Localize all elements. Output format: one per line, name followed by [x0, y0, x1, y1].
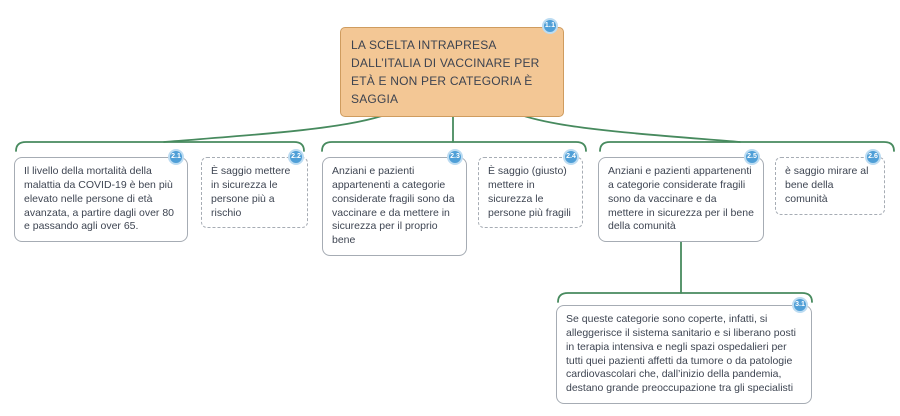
warrant-node-2-4[interactable] — [478, 153, 583, 228]
support-node-3-1-text: Se queste categorie sono coperte, infatti, si alleggerisce il sistema sanitario e si liberano posti in terapia intensiva e negli spazi ospedalieri per tutti quei pazienti affetti da tumore o da patologie cardiovascolari che, dall’inizio della pandemia, destano grande preoccupazione tra gli specialisti — [566, 313, 796, 395]
claim-node-1-1-text: LA SCELTA INTRAPRESA DALL’ITALIA DI VACCINARE PER ETÀ E NON PER CATEGORIA È SAGGIA — [351, 38, 540, 106]
premise-node-2-5-text: Anziani e pazienti appartenenti a categorie considerate fragili sono da vaccinare e da mettere in sicurezza per il bene della comunità — [608, 165, 754, 233]
claim-node-1-1[interactable] — [340, 21, 564, 117]
premise-node-2-1-text: Il livello della mortalità della malattia da COVID-19 è ben più elevato nelle persone di età avanzata, a partire dagli over 80 e passando agli over 65. — [24, 165, 175, 233]
support-node-3-1[interactable] — [556, 301, 812, 404]
premise-node-2-3[interactable] — [322, 153, 467, 256]
premise-node-2-3-text: Anziani e pazienti appartenenti a categorie considerate fragili sono da vaccinare e da mettere in sicurezza per il proprio bene — [332, 165, 455, 247]
node-badge-2-4: 2.4 — [563, 149, 579, 165]
warrant-node-2-2[interactable] — [201, 153, 308, 228]
premise-node-2-1[interactable] — [14, 153, 188, 242]
node-badge-2-5: 2.5 — [744, 149, 760, 165]
group-bracket-left — [16, 142, 304, 151]
node-badge-2-6: 2.6 — [865, 149, 881, 165]
node-badge-1-1: 1.1 — [542, 18, 558, 34]
node-badge-3-1: 3.1 — [792, 297, 808, 313]
premise-node-2-5[interactable] — [598, 153, 764, 242]
node-badge-2-1: 2.1 — [168, 149, 184, 165]
group-bracket-bottom — [558, 293, 812, 302]
warrant-node-2-6[interactable] — [775, 153, 885, 215]
node-badge-2-2: 2.2 — [288, 149, 304, 165]
warrant-node-2-4-text: È saggio (giusto) mettere in sicurezza le persone più fragili — [488, 165, 571, 219]
warrant-node-2-2-text: È saggio mettere in sicurezza le persone più a rischio — [211, 165, 291, 219]
node-badge-2-3: 2.3 — [447, 149, 463, 165]
warrant-node-2-6-text: è saggio mirare al bene della comunità — [785, 165, 869, 205]
